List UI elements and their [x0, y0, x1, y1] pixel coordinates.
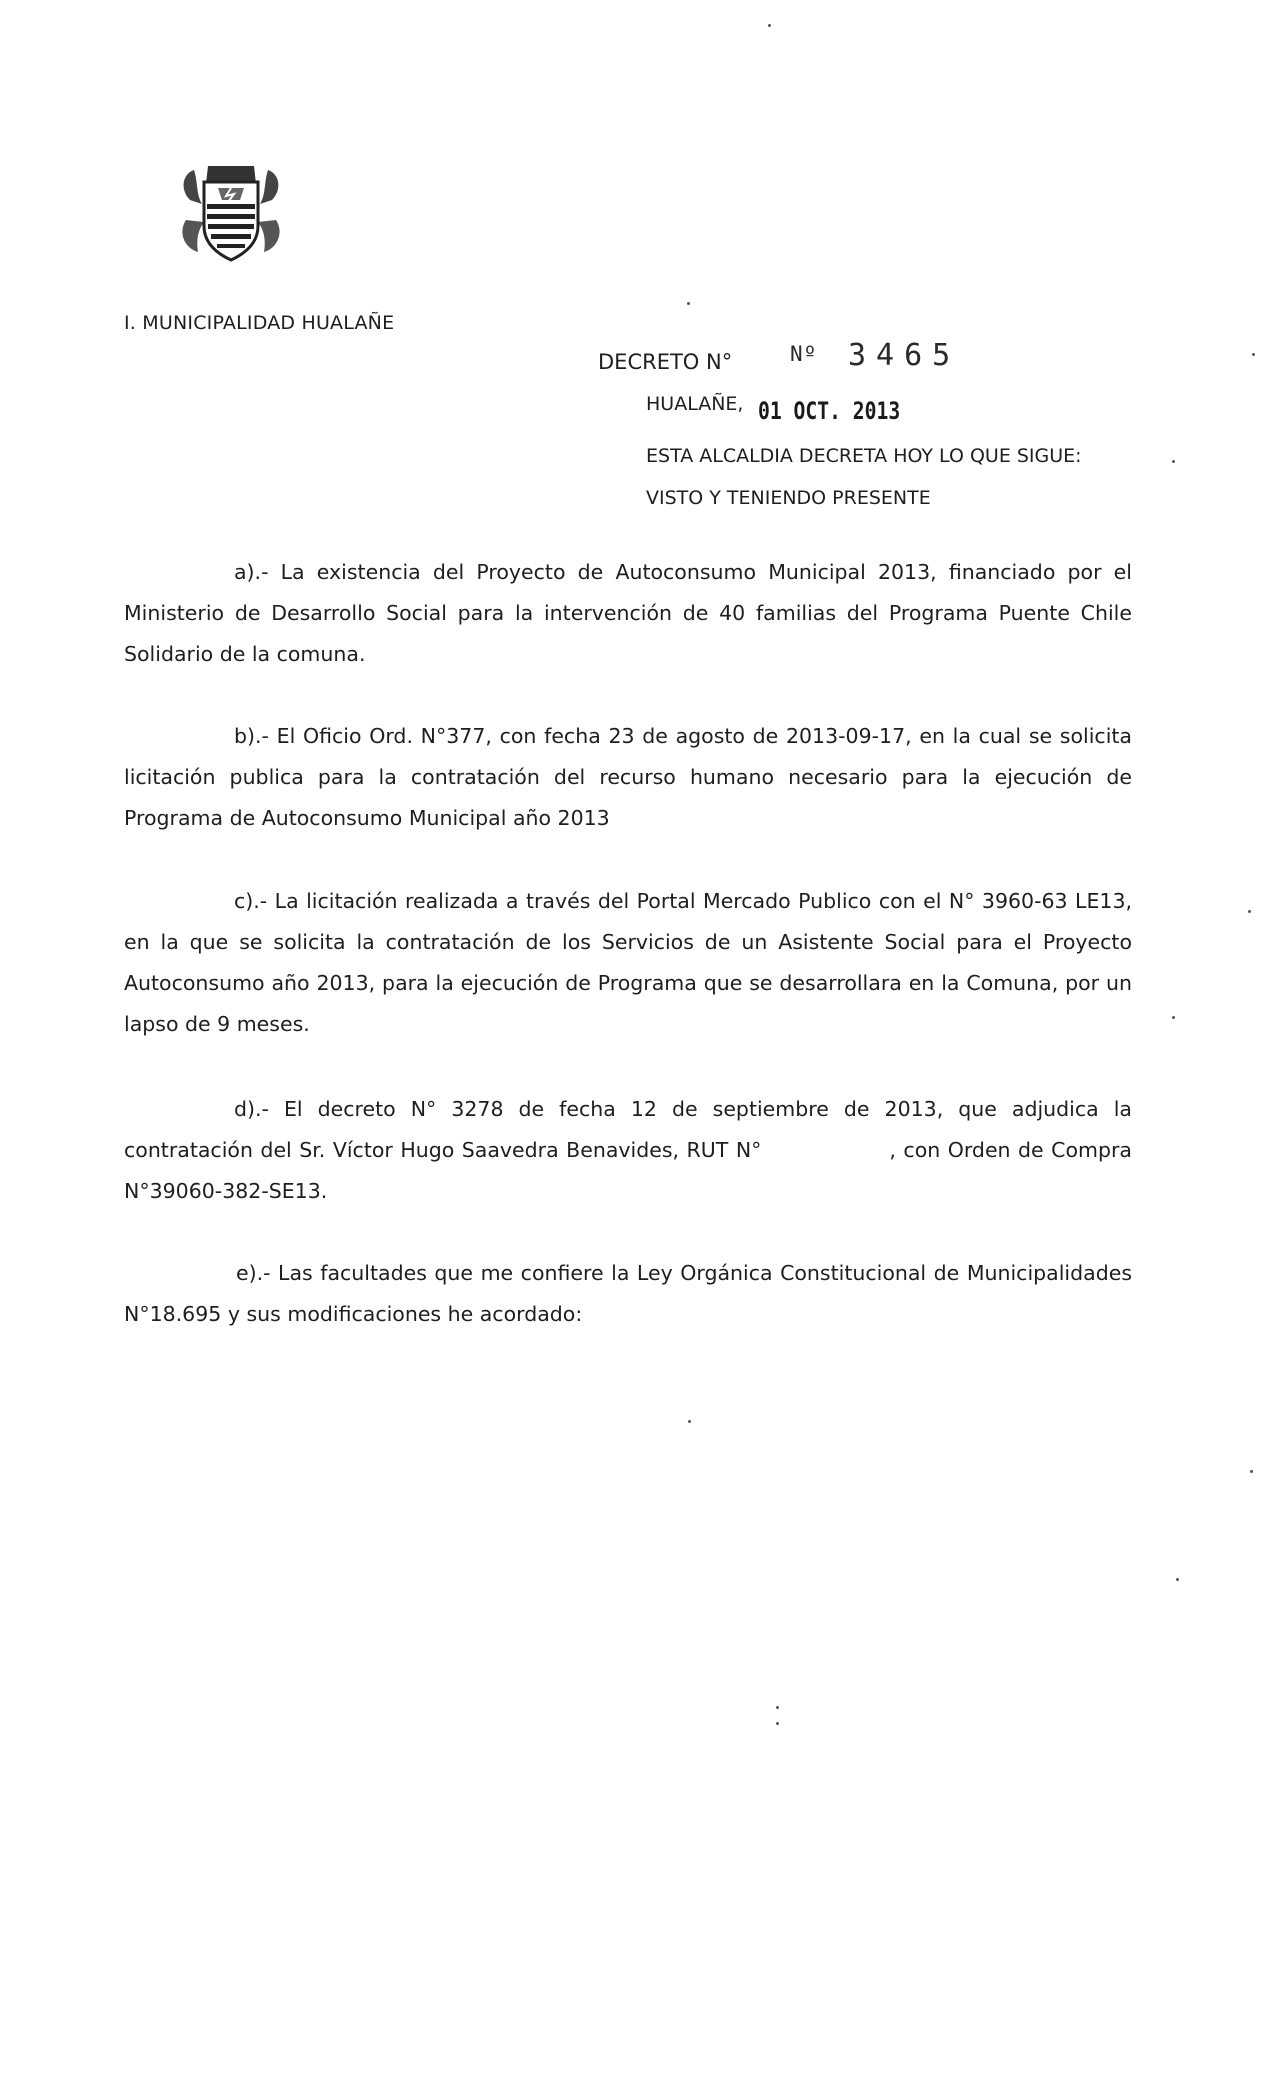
clause-c — [124, 881, 1132, 1045]
scan-speck — [1252, 353, 1255, 356]
scan-speck — [1172, 460, 1175, 463]
scan-speck — [1248, 910, 1251, 913]
clause-d-paragraph — [124, 1089, 1132, 1212]
decree-preamble — [646, 435, 1082, 519]
municipality-name: I. MUNICIPALIDAD HUALAÑE — [124, 312, 395, 334]
decree-place: HUALAÑE, — [646, 393, 744, 415]
decree-number-prefix-stamp: Nº — [790, 342, 818, 366]
decree-label: DECRETO N° — [598, 350, 733, 374]
clause-d-text-before: d).- El decreto N° 3278 de fecha 12 de septiembre de 2013, que adjudica la contratación del Sr. Víctor Hugo Saavedra Benavides, RUT N° — [124, 1097, 1132, 1162]
scan-speck — [768, 24, 771, 27]
clause-d — [124, 1089, 1132, 1212]
clause-e — [124, 1253, 1132, 1335]
clause-b — [124, 716, 1132, 839]
clause-e-text: e).- Las facultades que me confiere la Ley Orgánica Constitucional de Municipalidades N°18.695 y sus modificaciones he acordado: — [124, 1261, 1132, 1326]
decree-date-stamp: 01 OCT. 2013 — [758, 397, 901, 425]
clause-c-text: c).- La licitación realizada a través del Portal Mercado Publico con el N° 3960-63 LE13, en la que se solicita la contratación de los Servicios de un Asistente Social para el Proyecto Autoconsumo año 2013, para la ejecución de Programa que se desarrollara en la Comuna, por un lapso de 9 meses. — [124, 889, 1132, 1036]
decree-heading-line: ESTA ALCALDIA DECRETA HOY LO QUE SIGUE: — [646, 445, 1082, 467]
scan-speck — [1250, 1470, 1253, 1473]
coat-of-arms-icon — [178, 160, 284, 264]
clause-d-text-after: , con Orden de Compra N°39060-382-SE13. — [124, 1138, 1132, 1203]
scan-speck — [776, 1706, 779, 1709]
scan-speck — [688, 1420, 691, 1423]
decree-number-stamp: 3465 — [848, 338, 961, 373]
scan-speck — [1172, 1016, 1175, 1019]
clause-a — [124, 552, 1132, 675]
decree-visto-line: VISTO Y TENIENDO PRESENTE — [646, 487, 931, 509]
clause-a-text: a).- La existencia del Proyecto de Autoconsumo Municipal 2013, financiado por el Ministerio de Desarrollo Social para la intervención de 40 familias del Programa Puente Chile Solidario de la comuna. — [124, 560, 1132, 666]
clause-b-text: b).- El Oficio Ord. N°377, con fecha 23 de agosto de 2013-09-17, en la cual se solicita licitación publica para la contratación del recurso humano necesario para la ejecución de Programa de Autoconsumo Municipal año 2013 — [124, 724, 1132, 830]
scan-speck — [1176, 1578, 1179, 1581]
scan-speck — [687, 302, 690, 305]
scan-speck — [776, 1722, 779, 1725]
